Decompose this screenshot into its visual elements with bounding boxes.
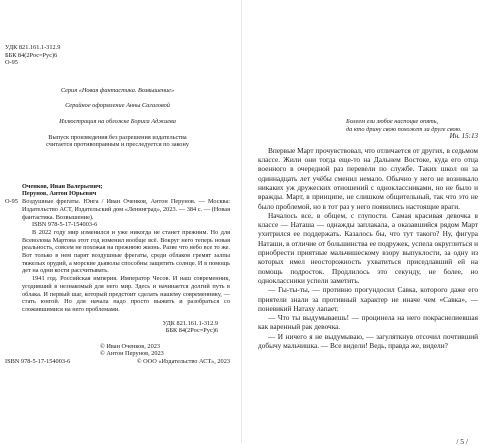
page-number: / 5 / (456, 437, 468, 446)
record-body (5, 198, 230, 221)
copyright-author-1: © Иван Оченков, 2023 (100, 342, 161, 350)
copyright-block (5, 343, 230, 366)
bibliographic-description: Воздушные фрегаты. Юнга / Иван Оченков, Антон Перунов. — Москва: Издательство АСТ, Издательский дом «Ленинград», 2023. — 384 с. — (Новая фантастика. Возвышение). (22, 198, 230, 221)
epigraph-line-1: Болеем ези любое наспоцке опять, (346, 118, 439, 125)
epigraph (258, 118, 478, 141)
isbn-top: ISBN 978-5-17-154003-6 (32, 221, 98, 229)
copyright-author-2: © Антон Перунов, 2023 (100, 350, 164, 358)
bbk-bottom: ББК 84(2Рос=Рус)6 (165, 327, 218, 335)
text-paragraph-3: — Гы-ты-ты, — противно прогундосил Савка, которого даже его приятели знали за противный характер не иначе чем «Савка», — поневикий Натаху лапает. (258, 285, 478, 313)
annotation-paragraph-1: В 2022 году мир изменился и уже никогда не станет прежним. Но для Всеволома Мартова этот год изменил вообще всё. Вокруг него теперь новая реальность, совсем не похожая на прежнюю жизнь. Разве что небо все то же. Вот только в нем парят воздушные фрегаты, среди облаков гремят залпы тяжелых орудий, а морские дьяволы способны защитить солнце. И в помощь дет на одни кости рассчитывать. (22, 228, 230, 275)
imprint-page (0, 0, 242, 443)
udk-bottom: УДК 821.161.1-312.9 (162, 319, 218, 327)
permission-line-1: Выпуск произведения без разрешения издательства (48, 133, 187, 141)
text-paragraph-1: Впервые Март прочувствовал, что отличается от других, в седьмом классе. Жили они тогда еще-то на Дальнем Востоке, куда его отца военного в очередной раз перевели по службе. Таких школ он за одиннадцать лет учёбы сменил немало. Обычно у него не возникало никаких уж дружеских отношений с одноклассниками, но не было и вражды. Март, в принципе, не слишком общительный, так что это не было проблемой, но в тот раз у него появились настоящие враги. (258, 145, 478, 211)
classification-block (5, 44, 230, 67)
cover-design-line: Серийное оформление Анны Сагаловой (65, 102, 170, 110)
bbk-code: ББК 84(2Рос=Рус)6 (5, 51, 58, 59)
isbn-copyright-row (5, 358, 230, 366)
udk-code: УДК 821.161.1-312.9 (5, 44, 61, 51)
text-page (242, 0, 484, 443)
series-line: Серия «Новая фантастика. Возвышение» (60, 86, 175, 94)
cover-illustration-line: Иллюстрация на обложке Бориса Аджиева (59, 117, 176, 125)
permission-line-2: считается противоправным и преследуется по закону (46, 141, 189, 149)
copyright-publisher: © ООО «Издательство АСТ», 2023 (136, 358, 230, 366)
isbn-bottom: ISBN 978-5-17-154003-6 (5, 358, 71, 366)
epigraph-reference: Ин. 15:13 (449, 132, 478, 141)
annotation-paragraph-2: 1941 год. Российская империя. Император Чесов. И наш современник, угодивший в незнакомый для него мир. Здесь и начинается долгий путь в облака. И первый шаг, который предстоит сделать нашему современнику, — стать юнгой. Но для начала надо просто выжить и разобраться со сложившимися на него проблемами. (22, 275, 230, 313)
bottom-classification (5, 320, 230, 335)
text-paragraph-4: — Что ты выдумываешь! — процинела на него покраснелиевшая как варенный рак девочка. (258, 313, 478, 332)
epigraph-line-2: да кто дрину свою похожет за друге свою. (346, 125, 462, 133)
cutter-code: О-95 (5, 59, 18, 67)
bibliographic-record (5, 183, 230, 314)
coauthor-heading: Перунов, Антон Юрьевич (22, 190, 97, 198)
author-heading: Оченков, Иван Валерьевич; (22, 182, 103, 190)
cutter-mark: О-95 (5, 198, 18, 206)
chapter-text (258, 146, 478, 351)
text-paragraph-5: — И ничего я не выдумываю, — загуляткнув отсочил почтивший добычу мальчишка. — Все видели! Ведь, правда же, видели? (258, 331, 478, 351)
text-paragraph-2: Началось все, в общем, с глупости. Самая красивая девочка в классе — Наташа — однажды заплакала, а оказавшийся рядом Март ухитрился ее поддержать. Казалось бы, что тут такого? Ну, фигура Наташи, в отличие от большинства ее подружек, успела округлиться и приобрести приятные мальчишескому взору выпуклости, за одну из которых имел неосторожность ухватиться приседлавший ей на помощь подросток. Продлилось это секунду, не более, но одноклассники успели заметить. (258, 210, 478, 285)
